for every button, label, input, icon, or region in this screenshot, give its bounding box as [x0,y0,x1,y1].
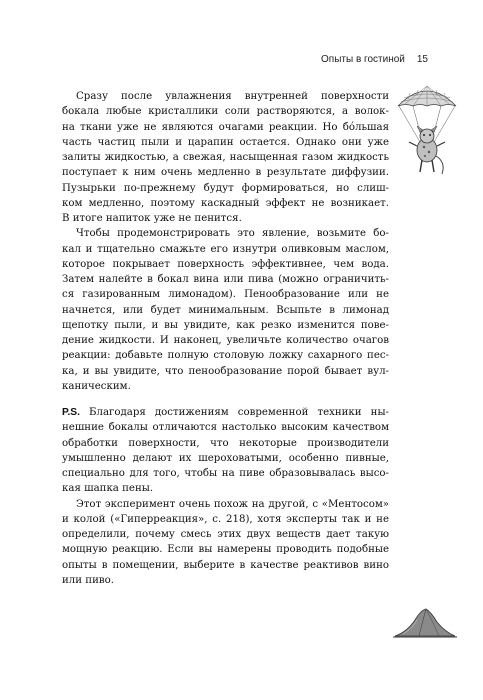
paragraph-line: Пузырьки по-прежнему будут формироваться, но слиш- [62,182,389,194]
running-head [321,54,428,65]
paragraph-line: залиты жидкостью, а свежая, насыщенная газом жидкость [62,152,389,163]
paragraph-line: щепотку пыли, и вы увидите, как резко изменится пове- [62,319,389,331]
paragraph-line: нешние бокалы отличаются настолько высоким качеством [62,422,389,434]
ps-first-line-text: Благодаря достижениям современной техники ны- [79,407,389,418]
section-title: Опыты в гостиной [321,54,405,65]
body-text [62,89,389,588]
paragraph-line: ся газированным лимонадом). Пенообразование или не [62,289,389,301]
paragraph-line: дение жидкости. И наконец, увеличьте количество очагов [62,335,389,346]
paragraph-line: и колой («Гиперреакция», с. 218), хотя эксперты так и не [62,513,389,525]
paragraph-line: поступает к ним очень медленно в результате диффузии. [62,167,389,179]
paragraph-line: Сразу после увлажнения внутренней поверхности [76,91,389,102]
paragraph-line: специально для того, чтобы на пиве образовывалась высо- [62,468,389,479]
paragraph-line: которое покрывает поверхность эффективнее, чем вода. [62,258,389,270]
parachute-illustration [396,84,458,184]
ps-first-line [62,405,389,420]
paragraph-line: или пиво. [62,574,114,586]
paragraph-line: обработки поверхности, что некоторые производители [62,437,389,449]
paragraph-line: Этот эксперимент очень похож на другой, с «Ментосом» [76,498,389,510]
paragraph-line: В итоге напиток уже не пенится. [62,213,242,224]
ps-label: P.S. [62,407,80,418]
page-number: 15 [416,54,428,65]
rock-mound-illustration [393,606,457,638]
paragraph-line: мощную реакцию. Если вы намерены проводить подобные [62,544,389,556]
paragraph-line: часть частиц пыли и царапин остается. Однако они уже [62,136,389,148]
paragraph-line: определили, почему смесь этих двух веществ дает такую [62,529,389,540]
paragraph-line: кая шапка пены. [62,483,154,495]
paragraph-line: ка, и вы увидите, что пенообразование порой бывает вул- [62,365,389,377]
paragraph-line: бокала любые кристаллики соли растворяются, а волок- [62,106,389,118]
paragraph-line: опыты в помещении, выберите в качестве реактивов вино [62,559,389,571]
paragraph-line: на ткани уже не являются очагами реакции. Но бóльшая [62,121,389,133]
paragraph-line: Чтобы продемонстрировать это явление, возьмите бо- [76,228,389,240]
paragraph-line: кал и тщательно смажьте его изнутри оливковым маслом, [62,243,389,255]
paragraph-line: начнется, или будет минимальным. Всыпьте в лимонад [62,304,389,316]
paragraph-line: Затем налейте в бокал вина или пива (можно ограничить- [62,274,389,285]
paragraph-line: реакции: добавьте полную столовую ложку сахарного пес- [62,350,389,362]
paragraph-line: ком медленно, поэтому каскадный эффект не возникает. [62,197,389,209]
paragraph-line: умышленно делают их шероховатыми, особенно пивные, [62,452,389,464]
paragraph-line: каническим. [62,380,131,392]
